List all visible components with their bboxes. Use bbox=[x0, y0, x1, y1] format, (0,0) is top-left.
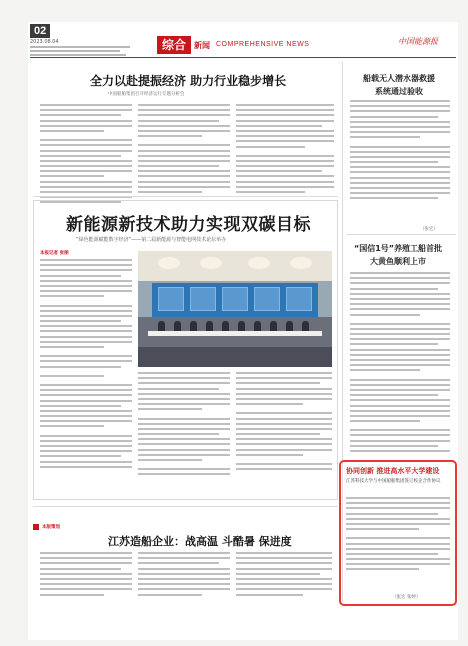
bottom-article-headline: 江苏造船企业：战高温 斗酷暑 保进度 bbox=[108, 535, 292, 548]
top-article-column-3 bbox=[236, 104, 334, 196]
main-article-column-3 bbox=[236, 372, 332, 473]
right-top-headline: 船载无人潜水器救援系统通过验收 bbox=[363, 74, 435, 96]
bottom-section-tag: 本版策划 bbox=[42, 525, 60, 530]
issue-date: 2023.08.04 bbox=[30, 39, 59, 45]
section-marker-icon bbox=[33, 524, 39, 530]
callout-article-text bbox=[346, 497, 450, 574]
bottom-article-column-1 bbox=[40, 552, 132, 599]
main-article-byline: 本报记者 张丽 bbox=[40, 251, 69, 256]
right-middle-article-text bbox=[350, 272, 450, 455]
top-article-headline: 全力以赴提振经济 助力行业稳步增长 bbox=[90, 74, 287, 88]
divider-top bbox=[33, 196, 338, 197]
right-top-credit: （张宏） bbox=[420, 227, 438, 232]
section-label: 新闻 bbox=[194, 41, 210, 50]
section-name-badge: 综合 bbox=[157, 36, 191, 54]
main-article-column-1 bbox=[40, 259, 132, 471]
section-english-title: COMPREHENSIVE NEWS bbox=[216, 41, 310, 48]
callout-subhead: 江苏科技大学与中国船舶集团签订校企合作协议 bbox=[346, 479, 441, 484]
top-article-column-2 bbox=[138, 104, 230, 196]
masthead-rule bbox=[30, 57, 456, 58]
top-article-subhead: 中国船舶集团召开经济运行专题分析会 bbox=[108, 92, 185, 97]
bottom-article-column-3 bbox=[236, 552, 332, 599]
newspaper-brand-logo: 中国能源报 bbox=[398, 37, 438, 46]
page-number: 02 bbox=[30, 24, 50, 38]
callout-credit: （张宏 张婷） bbox=[392, 595, 421, 600]
main-article-column-2 bbox=[138, 372, 230, 479]
divider-right-1 bbox=[346, 234, 456, 235]
divider-bottom bbox=[33, 506, 338, 507]
right-top-article-text bbox=[350, 100, 450, 203]
conference-photo bbox=[138, 251, 332, 367]
top-article-column-1 bbox=[40, 104, 132, 207]
right-middle-headline: “国信1号”养殖工船首批大黄鱼顺利上市 bbox=[353, 244, 443, 266]
main-article-subhead: “绿色能源赋能数字经济”——第二届新能源与智能电网技术论坛举办 bbox=[76, 237, 227, 243]
callout-headline: 协同创新 推进高水平大学建设 bbox=[346, 467, 440, 475]
bottom-article-column-2 bbox=[138, 552, 230, 599]
main-article-headline: 新能源新技术助力实现双碳目标 bbox=[66, 215, 311, 235]
